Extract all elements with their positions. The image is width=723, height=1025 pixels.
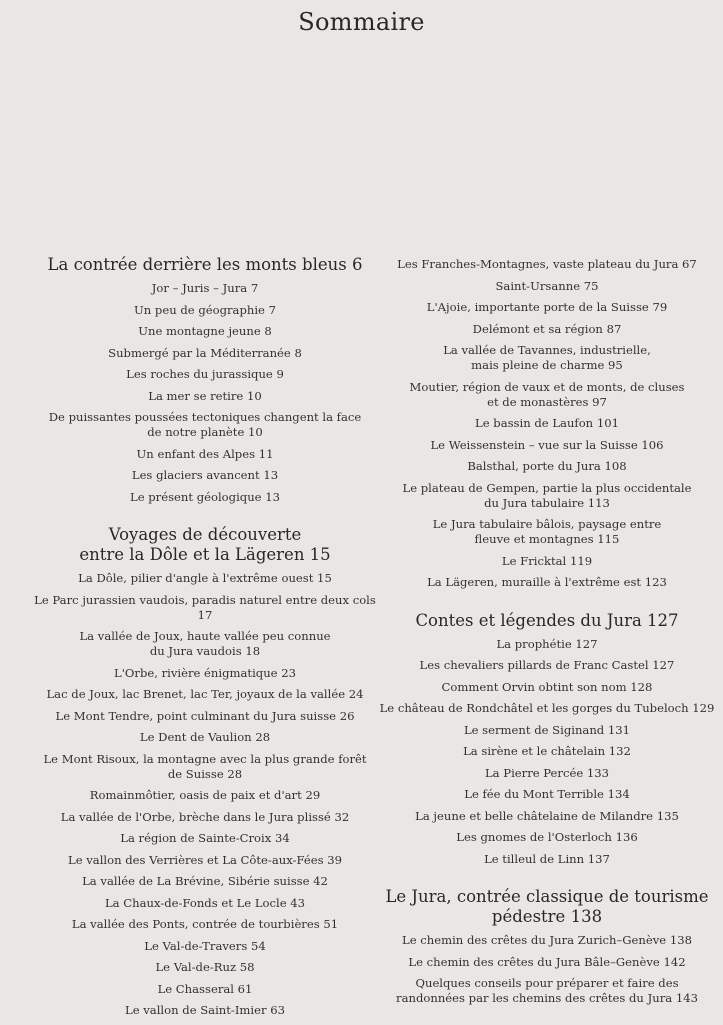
toc-entry: Le tilleul de Linn 137 (484, 851, 610, 866)
toc-entry: Le chemin des crêtes du Jura Zurich–Genève 138 (402, 933, 692, 947)
toc-entry: Les gnomes de l'Osterloch 136 (456, 830, 638, 844)
section-spacer (372, 873, 722, 887)
toc-entry: Le vallon des Verrières et La Côte-aux-Fées 39 (68, 852, 342, 867)
toc-entry: Le château de Rondchâtel et les gorges du Tubeloch 129 (379, 701, 715, 715)
toc-entry: Les roches du jurassique 9 (126, 367, 284, 381)
section-heading: La contrée derrière les monts bleus 6 (47, 255, 363, 274)
toc-entry: Comment Orvin obtint son nom 128 (441, 679, 653, 694)
toc-entry: Saint-Ursanne 75 (495, 278, 599, 293)
toc-entry: Submergé par la Méditerranée 8 (108, 345, 302, 360)
toc-entry: Le Val-de-Travers 54 (144, 938, 266, 953)
toc-entry: Le Mont Tendre, point culminant du Jura suisse 26 (55, 708, 355, 723)
toc-entry: Le Fricktal 119 (501, 553, 593, 568)
toc-entry: Le serment de Siginand 131 (463, 722, 631, 737)
toc-section (372, 257, 722, 590)
toc-entry: Le vallon de Saint-Imier 63 (125, 1003, 285, 1017)
toc-entry: La Chaux-de-Fonds et Le Locle 43 (104, 895, 305, 910)
toc-entry-list (372, 933, 722, 1006)
page-title: Sommaire (298, 8, 425, 36)
toc-section (372, 611, 722, 867)
toc-entry: Le Dent de Vaulion 28 (139, 730, 271, 744)
toc-entry: Jor – Juris – Jura 7 (151, 281, 259, 295)
toc-entry: Un peu de géographie 7 (134, 302, 276, 317)
toc-entry: Le fée du Mont Terrible 134 (464, 787, 630, 801)
section-heading: Contes et légendes du Jura 127 (415, 610, 679, 630)
toc-entry: Lac de Joux, lac Brenet, lac Ter, joyaux de la vallée 24 (46, 687, 364, 701)
toc-entry: De puissantes poussées tectoniques changent la face de notre planète 10 (48, 410, 362, 439)
left-column (30, 255, 380, 1025)
toc-entry: Le plateau de Gempen, partie la plus occidentale du Jura tabulaire 113 (402, 480, 692, 510)
toc-entry: Le Mont Risoux, la montagne avec la plus grande forêt de Suisse 28 (43, 751, 367, 781)
toc-entry: La vallée de Tavannes, industrielle, mais pleine de charme 95 (443, 343, 651, 372)
toc-entry: Le Val-de-Ruz 58 (155, 960, 255, 974)
right-column (372, 255, 722, 1013)
toc-entry: La région de Sainte-Croix 34 (120, 831, 290, 845)
toc-entry: La mer se retire 10 (148, 388, 262, 403)
toc-entry: La sirène et le châtelain 132 (463, 744, 631, 758)
toc-entry-list (372, 637, 722, 867)
toc-entry-list (30, 281, 380, 505)
toc-entry: La vallée des Ponts, contrée de tourbières 51 (71, 917, 339, 931)
toc-entry: Balsthal, porte du Jura 108 (467, 459, 627, 473)
toc-entry: Les chevaliers pillards de Franc Castel 127 (419, 658, 675, 672)
toc-entry: Le Weissenstein – vue sur la Suisse 106 (430, 437, 664, 452)
section-heading: Le Jura, contrée classique de tourisme pédestre 138 (385, 887, 709, 926)
toc-section (30, 255, 380, 505)
toc-entry: La Dôle, pilier d'angle à l'extrême ouest 15 (78, 571, 332, 585)
toc-entry: La Lägeren, muraille à l'extrême est 123 (427, 575, 667, 589)
section-spacer (30, 511, 380, 525)
toc-entry-list (30, 571, 380, 1018)
toc-entry: L'Orbe, rivière énigmatique 23 (114, 665, 296, 680)
toc-entry: Les Franches-Montagnes, vaste plateau du Jura 67 (397, 257, 697, 271)
toc-entry: Le Chasseral 61 (157, 981, 253, 996)
section-heading: Voyages de découverte entre la Dôle et la Lägeren 15 (79, 525, 331, 564)
toc-entry: La vallée de La Brévine, Sibérie suisse 42 (82, 874, 328, 888)
toc-entry: La prophétie 127 (496, 636, 598, 651)
toc-entry: La jeune et belle châtelaine de Milandre 135 (415, 808, 679, 823)
toc-entry: Le chemin des crêtes du Jura Bâle–Genève 142 (408, 954, 686, 969)
toc-entry: Le Jura tabulaire bâlois, paysage entre fleuve et montagnes 115 (432, 517, 662, 546)
toc-entry: La Pierre Percée 133 (484, 765, 609, 780)
toc-entry: Delémont et sa région 87 (472, 321, 622, 336)
toc-entry: La vallée de l'Orbe, brèche dans le Jura plissé 32 (60, 809, 350, 824)
toc-entry: Quelques conseils pour préparer et faire des randonnées par les chemins des crêtes du Jura 143 (396, 976, 698, 1005)
toc-entry: L'Ajoie, importante porte de la Suisse 79 (426, 300, 668, 314)
toc-entry: Le Parc jurassien vaudois, paradis naturel entre deux cols 17 (34, 592, 376, 622)
section-spacer (372, 597, 722, 611)
toc-entry: Romainmôtier, oasis de paix et d'art 29 (89, 788, 321, 802)
toc-entry-list (372, 257, 722, 590)
toc-entry: Une montagne jeune 8 (138, 324, 272, 338)
toc-entry: Moutier, région de vaux et de monts, de cluses et de monastères 97 (409, 379, 685, 409)
toc-entry: Les glaciers avancent 13 (131, 468, 279, 482)
toc-entry: Le présent géologique 13 (130, 489, 280, 504)
toc-entry: La vallée de Joux, haute vallée peu connue du Jura vaudois 18 (79, 629, 331, 658)
toc-entry: Le bassin de Laufon 101 (475, 416, 619, 430)
toc-section (372, 887, 722, 1006)
toc-entry: Un enfant des Alpes 11 (136, 446, 274, 461)
toc-section (30, 525, 380, 1018)
